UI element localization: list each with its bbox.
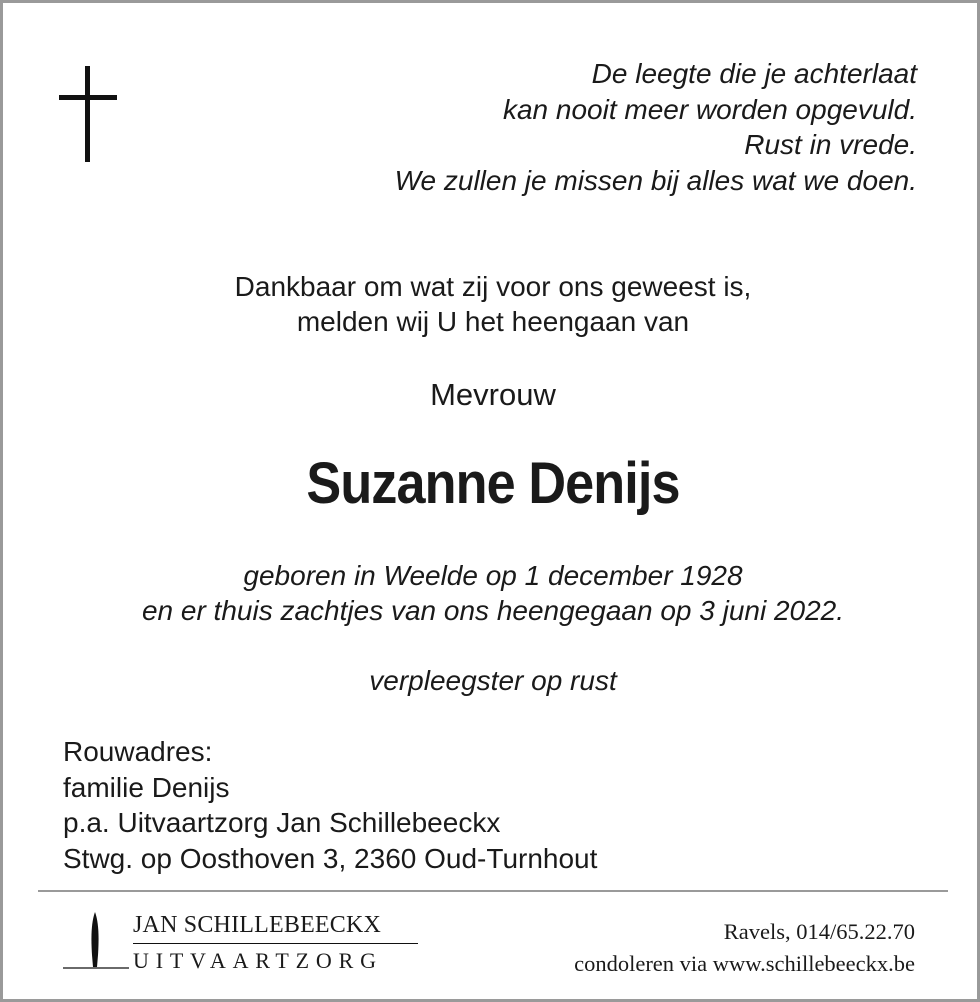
intro-line: melden wij U het heengaan van (296, 306, 690, 337)
address-line: p.a. Uitvaartzorg Jan Schillebeeckx (63, 807, 501, 838)
footer-divider (38, 890, 948, 892)
contact-phone: Ravels, 014/65.22.70 (723, 919, 915, 944)
cross-icon (59, 66, 117, 162)
intro-text (3, 269, 980, 339)
company-subtitle: UITVAARTZORG (133, 948, 383, 973)
company-name: JAN SCHILLEBEECKX (133, 912, 382, 938)
poem-line: We zullen je missen bij alles wat we doen. (394, 164, 917, 196)
contact-info (574, 916, 915, 980)
profession: verpleegster op rust (369, 665, 617, 696)
contact-website[interactable]: condoleren via www.schillebeeckx.be (574, 951, 915, 976)
funeral-home-logo (63, 909, 423, 975)
address-line: familie Denijs (63, 771, 230, 803)
deceased-title: Mevrouw (430, 377, 556, 412)
poem-line: De leegte die je achterlaat (591, 58, 917, 89)
address-line: Rouwadres: (63, 736, 213, 767)
deceased-name: Suzanne Denijs (306, 451, 680, 516)
dates-line: en er thuis zachtjes van ons heengegaan op 3 juni 2022. (141, 595, 845, 626)
dates-line: geboren in Weelde op 1 december 1928 (243, 560, 743, 591)
intro-line: Dankbaar om wat zij voor ons geweest is, (234, 271, 752, 302)
cypress-tree-icon (63, 909, 129, 975)
poem-line: kan nooit meer worden opgevuld. (502, 93, 917, 125)
logo-rule (133, 943, 418, 944)
poem (277, 56, 917, 198)
birth-death-dates (3, 558, 980, 628)
mourning-address (63, 734, 597, 876)
poem-line: Rust in vrede. (744, 129, 917, 160)
address-line: Stwg. op Oosthoven 3, 2360 Oud-Turnhout (63, 842, 598, 874)
